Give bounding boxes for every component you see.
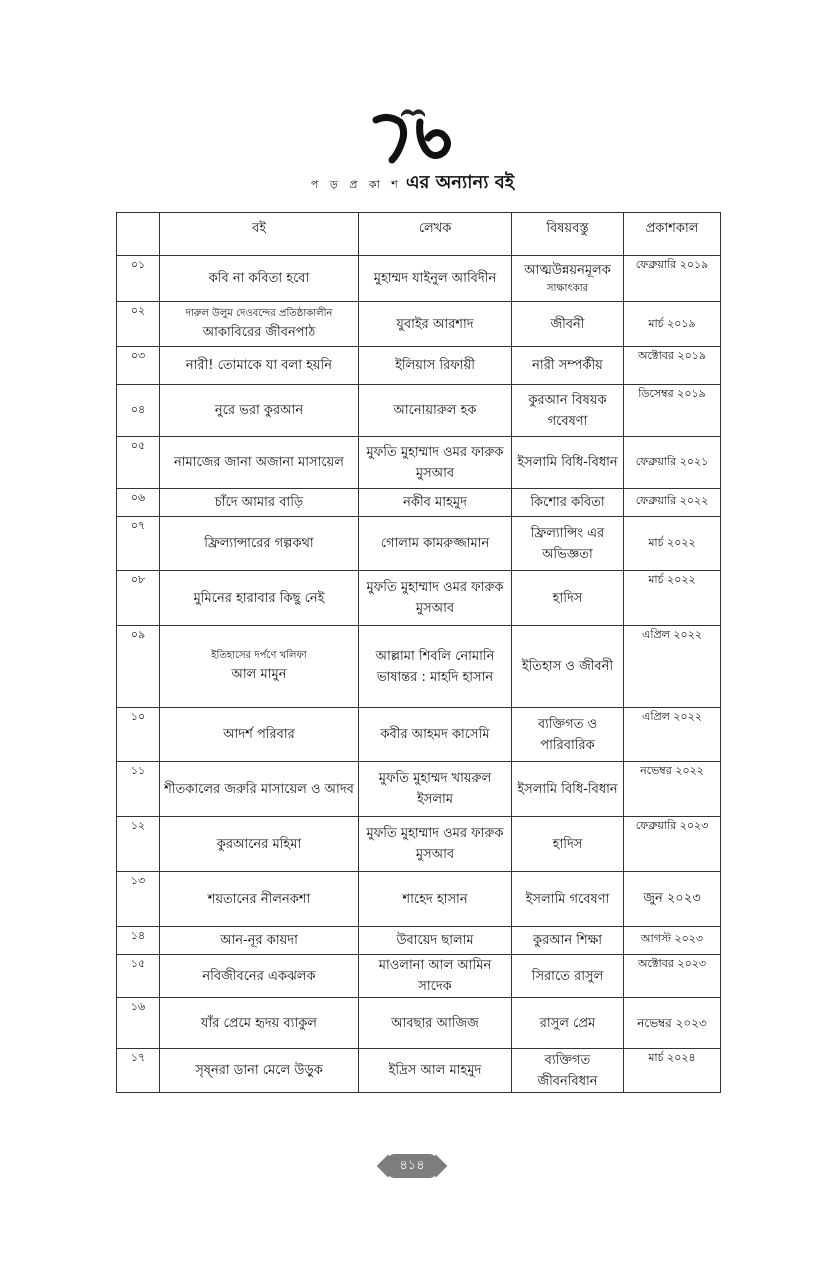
serial-number: ১৭ bbox=[117, 1049, 160, 1093]
publish-date: নভেম্বর ২০২২ bbox=[624, 762, 721, 817]
book-title: শয়তানের নীলনকশা bbox=[160, 872, 359, 927]
table-row bbox=[117, 347, 721, 385]
table-row bbox=[117, 517, 721, 571]
book-title-main: আকাবিরের জীবনপাঠ bbox=[202, 324, 316, 340]
col-header-published: প্রকাশকাল bbox=[624, 213, 721, 256]
book-author: আনোয়ারুল হক bbox=[359, 385, 512, 437]
book-title: নারী! তোমাকে যা বলা হয়নি bbox=[160, 347, 359, 385]
book-author: নকীব মাহমুদ bbox=[359, 489, 512, 517]
serial-number: ১০ bbox=[117, 708, 160, 762]
book-subject: নারী সম্পর্কীয় bbox=[512, 347, 624, 385]
book-logo-icon bbox=[368, 100, 458, 164]
book-title: মুমিনের হারাবার কিছু নেই bbox=[160, 571, 359, 626]
book-author: ইদ্রিস আল মাহমুদ bbox=[359, 1049, 512, 1093]
book-subject: ইতিহাস ও জীবনী bbox=[512, 626, 624, 708]
serial-number: ০৭ bbox=[117, 517, 160, 571]
book-subject bbox=[512, 256, 624, 302]
table-row bbox=[117, 762, 721, 817]
book-author: ইলিয়াস রিফায়ী bbox=[359, 347, 512, 385]
serial-number: ০৬ bbox=[117, 489, 160, 517]
publisher-tagline bbox=[0, 168, 825, 199]
publisher-logo bbox=[0, 100, 825, 164]
book-subject: ইসলামি গবেষণা bbox=[512, 872, 624, 927]
book-subject: ব্যক্তিগত ও পারিবারিক bbox=[512, 708, 624, 762]
book-title: যাঁর প্রেমে হৃদয় ব্যাকুল bbox=[160, 998, 359, 1049]
serial-number: ১৫ bbox=[117, 955, 160, 998]
book-author: মুফতি মুহাম্মাদ ওমর ফারুক মুসআব bbox=[359, 437, 512, 489]
book-subject: ব্যক্তিগত জীবনবিধান bbox=[512, 1049, 624, 1093]
book-subject: হাদিস bbox=[512, 817, 624, 872]
book-author: আল্লামা শিবলি নোমানি ভাষান্তর : মাহদি হাসান bbox=[359, 626, 512, 708]
table-row bbox=[117, 256, 721, 302]
book-title: কুরআনের মহিমা bbox=[160, 817, 359, 872]
page-title: এর অন্যান্য বই bbox=[405, 172, 515, 193]
publish-date: ফেব্রুয়ারি ২০২১ bbox=[624, 437, 721, 489]
serial-number: ০৫ bbox=[117, 437, 160, 489]
publish-date: এপ্রিল ২০২২ bbox=[624, 708, 721, 762]
book-title: নামাজের জানা অজানা মাসায়েল bbox=[160, 437, 359, 489]
serial-number: ১৩ bbox=[117, 872, 160, 927]
publish-date: ডিসেম্বর ২০১৯ bbox=[624, 385, 721, 437]
book-subject: কিশোর কবিতা bbox=[512, 489, 624, 517]
book-title: শীতকালের জরুরি মাসায়েল ও আদব bbox=[160, 762, 359, 817]
publish-date: মার্চ ২০১৯ bbox=[624, 302, 721, 347]
brand-name: প ড় প্র কা শ bbox=[310, 178, 402, 191]
book-subject: সিরাতে রাসুল bbox=[512, 955, 624, 998]
table-row bbox=[117, 927, 721, 955]
book-author: শাহেদ হাসান bbox=[359, 872, 512, 927]
serial-number: ০২ bbox=[117, 302, 160, 347]
book-subject: হাদিস bbox=[512, 571, 624, 626]
book-title-main: আল মামুন bbox=[231, 667, 287, 682]
table-row bbox=[117, 817, 721, 872]
publish-date: মার্চ ২০২৪ bbox=[624, 1049, 721, 1093]
book-title bbox=[160, 302, 359, 347]
page-number-badge bbox=[386, 1154, 438, 1178]
book-author: যুবাইর আরশাদ bbox=[359, 302, 512, 347]
publish-date: নভেম্বর ২০২৩ bbox=[624, 998, 721, 1049]
table-row bbox=[117, 437, 721, 489]
publish-date: আগস্ট ২০২৩ bbox=[624, 927, 721, 955]
table-row bbox=[117, 1049, 721, 1093]
book-subject: রাসুল প্রেম bbox=[512, 998, 624, 1049]
table-header-row bbox=[117, 213, 721, 256]
table-row bbox=[117, 571, 721, 626]
book-title: নুরে ভরা কুরআন bbox=[160, 385, 359, 437]
subject-main: আত্মউন্নয়নমূলক bbox=[524, 263, 611, 278]
book-title: আদর্শ পরিবার bbox=[160, 708, 359, 762]
publish-date: ফেব্রুয়ারি ২০১৯ bbox=[624, 256, 721, 302]
books-table bbox=[116, 212, 721, 1093]
book-author: মাওলানা আল আমিন সাদেক bbox=[359, 955, 512, 998]
book-title: সৃষ্নরা ডানা মেলে উড়ুক bbox=[160, 1049, 359, 1093]
col-header-author: লেখক bbox=[359, 213, 512, 256]
publish-date: জুন ২০২৩ bbox=[624, 872, 721, 927]
table-row bbox=[117, 708, 721, 762]
publish-date: মার্চ ২০২২ bbox=[624, 571, 721, 626]
table-row bbox=[117, 955, 721, 998]
publish-date: এপ্রিল ২০২২ bbox=[624, 626, 721, 708]
book-subject: কুরআন বিষয়ক গবেষণা bbox=[512, 385, 624, 437]
book-subject: ইসলামি বিধি-বিধান bbox=[512, 762, 624, 817]
book-subject: কুরআন শিক্ষা bbox=[512, 927, 624, 955]
book-author: মুফতি মুহাম্মাদ ওমর ফারুক মুসআব bbox=[359, 817, 512, 872]
book-author: আবছার আজিজ bbox=[359, 998, 512, 1049]
col-header-subject: বিষয়বস্তু bbox=[512, 213, 624, 256]
publish-date: মার্চ ২০২২ bbox=[624, 517, 721, 571]
publish-date: ফেব্রুয়ারি ২০২৩ bbox=[624, 817, 721, 872]
book-subject: ফ্রিল্যান্সিং এর অভিজ্ঞতা bbox=[512, 517, 624, 571]
publish-date: ফেব্রুয়ারি ২০২২ bbox=[624, 489, 721, 517]
book-author: উবায়েদ ছালাম bbox=[359, 927, 512, 955]
book-title: কবি না কবিতা হবো bbox=[160, 256, 359, 302]
serial-number: ০৩ bbox=[117, 347, 160, 385]
book-title: আন-নূর কায়দা bbox=[160, 927, 359, 955]
book-author: কবীর আহমদ কাসেমি bbox=[359, 708, 512, 762]
book-title: নবিজীবনের একঝলক bbox=[160, 955, 359, 998]
col-header-book: বই bbox=[160, 213, 359, 256]
book-author: গোলাম কামরুজ্জামান bbox=[359, 517, 512, 571]
book-subject: জীবনী bbox=[512, 302, 624, 347]
serial-number: ০৮ bbox=[117, 571, 160, 626]
subject-sub: সাক্ষাৎকার bbox=[546, 283, 589, 294]
book-author: মুহাম্মদ যাইনুল আবিদীন bbox=[359, 256, 512, 302]
book-title-sub: ইতিহাসের দর্পণে খলিফা bbox=[211, 650, 307, 661]
serial-number: ১১ bbox=[117, 762, 160, 817]
table-row bbox=[117, 872, 721, 927]
serial-number: ০১ bbox=[117, 256, 160, 302]
serial-number: ০৯ bbox=[117, 626, 160, 708]
serial-number: ০৪ bbox=[117, 385, 160, 437]
col-header-serial bbox=[117, 213, 160, 256]
book-author: মুফতি মুহাম্মাদ ওমর ফারুক মুসআব bbox=[359, 571, 512, 626]
book-title bbox=[160, 626, 359, 708]
book-title: চাঁদে আমার বাড়ি bbox=[160, 489, 359, 517]
serial-number: ১২ bbox=[117, 817, 160, 872]
book-subject: ইসলামি বিধি-বিধান bbox=[512, 437, 624, 489]
book-title-sub: দারুল উলুম দেওবন্দের প্রতিষ্ঠাকালীন bbox=[185, 307, 333, 319]
table-row bbox=[117, 489, 721, 517]
serial-number: ১৬ bbox=[117, 998, 160, 1049]
publish-date: অক্টোবর ২০২৩ bbox=[624, 955, 721, 998]
publish-date: অক্টোবর ২০১৯ bbox=[624, 347, 721, 385]
book-author: মুফতি মুহাম্মদ খায়রুল ইসলাম bbox=[359, 762, 512, 817]
page-number: ৪১৪ bbox=[399, 1158, 425, 1173]
table-row bbox=[117, 302, 721, 347]
book-title: ফ্রিল্যান্সারের গল্পকথা bbox=[160, 517, 359, 571]
table-row bbox=[117, 998, 721, 1049]
serial-number: ১৪ bbox=[117, 927, 160, 955]
table-row bbox=[117, 385, 721, 437]
table-row bbox=[117, 626, 721, 708]
